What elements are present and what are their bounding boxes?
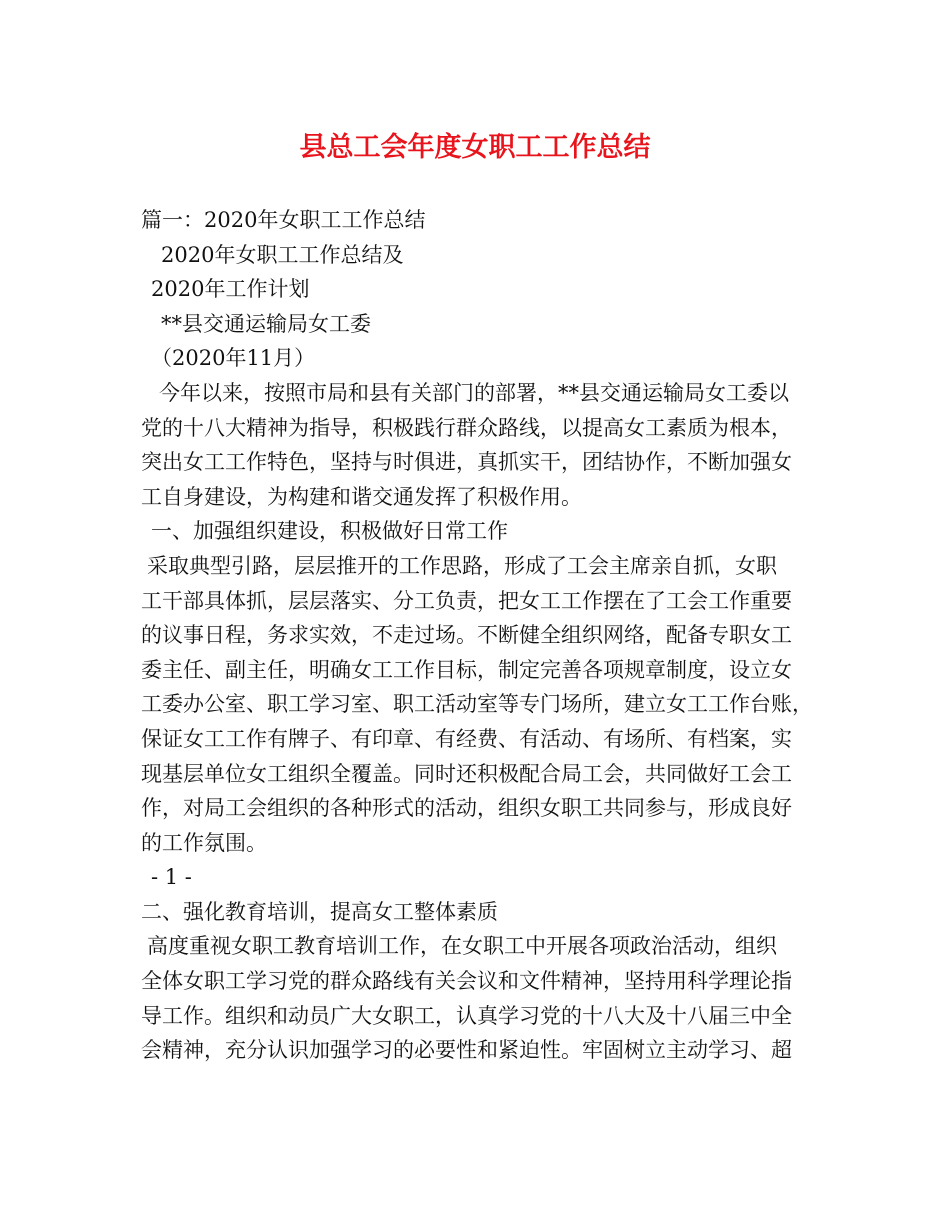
paragraph-line: 的工作氛围。 xyxy=(141,830,267,855)
paragraph-line: 突出女工工作特色，坚持与时俱进，真抓实干，团结协作，不断加强女 xyxy=(141,450,792,475)
document-body xyxy=(141,203,831,1068)
paragraph-line: 工自身建设，为构建和谐交通发挥了积极作用。 xyxy=(141,484,582,509)
paragraph-line: 全体女职工学习党的群众路线有关会议和文件精神，坚持用科学理论指 xyxy=(141,969,792,994)
subtitle-line: 2020年工作计划 xyxy=(151,277,310,302)
paragraph-line: 采取典型引路，层层推开的工作思路，形成了工会主席亲自抓，女职 xyxy=(147,553,777,578)
paragraph-line: 会精神，充分认识加强学习的必要性和紧迫性。牢固树立主动学习、超 xyxy=(141,1038,792,1063)
date-line: （2020年11月） xyxy=(151,346,316,371)
paragraph-line: 保证女工工作有牌子、有印章、有经费、有活动、有场所、有档案，实 xyxy=(141,726,792,751)
author-line: **县交通运输局女工委 xyxy=(161,311,371,336)
page-number: - 1 - xyxy=(151,865,192,890)
section-heading: 一、加强组织建设，积极做好日常工作 xyxy=(151,519,508,544)
paragraph-line: 工干部具体抓，层层落实、分工负责，把女工工作摆在了工会工作重要 xyxy=(141,588,792,613)
subtitle-line: 2020年女职工工作总结及 xyxy=(161,242,404,267)
paragraph-line: 高度重视女职工教育培训工作，在女职工中开展各项政治活动，组织 xyxy=(147,934,777,959)
paragraph-line: 党的十八大精神为指导，积极践行群众路线，以提高女工素质为根本， xyxy=(141,415,792,440)
paragraph-line: 工委办公室、职工学习室、职工活动室等专门场所，建立女工工作台账， xyxy=(141,692,813,717)
document-title: 县总工会年度女职工工作总结 xyxy=(299,132,651,163)
section-heading: 二、强化教育培训，提高女工整体素质 xyxy=(141,899,498,924)
paragraph-line: 的议事日程，务求实效，不走过场。不断健全组织网络，配备专职女工 xyxy=(141,623,792,648)
section-heading: 篇一：2020年女职工工作总结 xyxy=(141,208,426,232)
paragraph-line: 委主任、副主任，明确女工工作目标，制定完善各项规章制度，设立女 xyxy=(141,657,792,682)
paragraph-line: 今年以来，按照市局和县有关部门的部署，**县交通运输局女工委以 xyxy=(159,380,789,405)
paragraph-line: 作，对局工会组织的各种形式的活动，组织女职工共同参与，形成良好 xyxy=(141,796,792,821)
paragraph-line: 导工作。组织和动员广大女职工，认真学习党的十八大及十八届三中全 xyxy=(141,1003,792,1028)
paragraph-line: 现基层单位女工组织全覆盖。同时还积极配合局工会，共同做好工会工 xyxy=(141,761,792,786)
